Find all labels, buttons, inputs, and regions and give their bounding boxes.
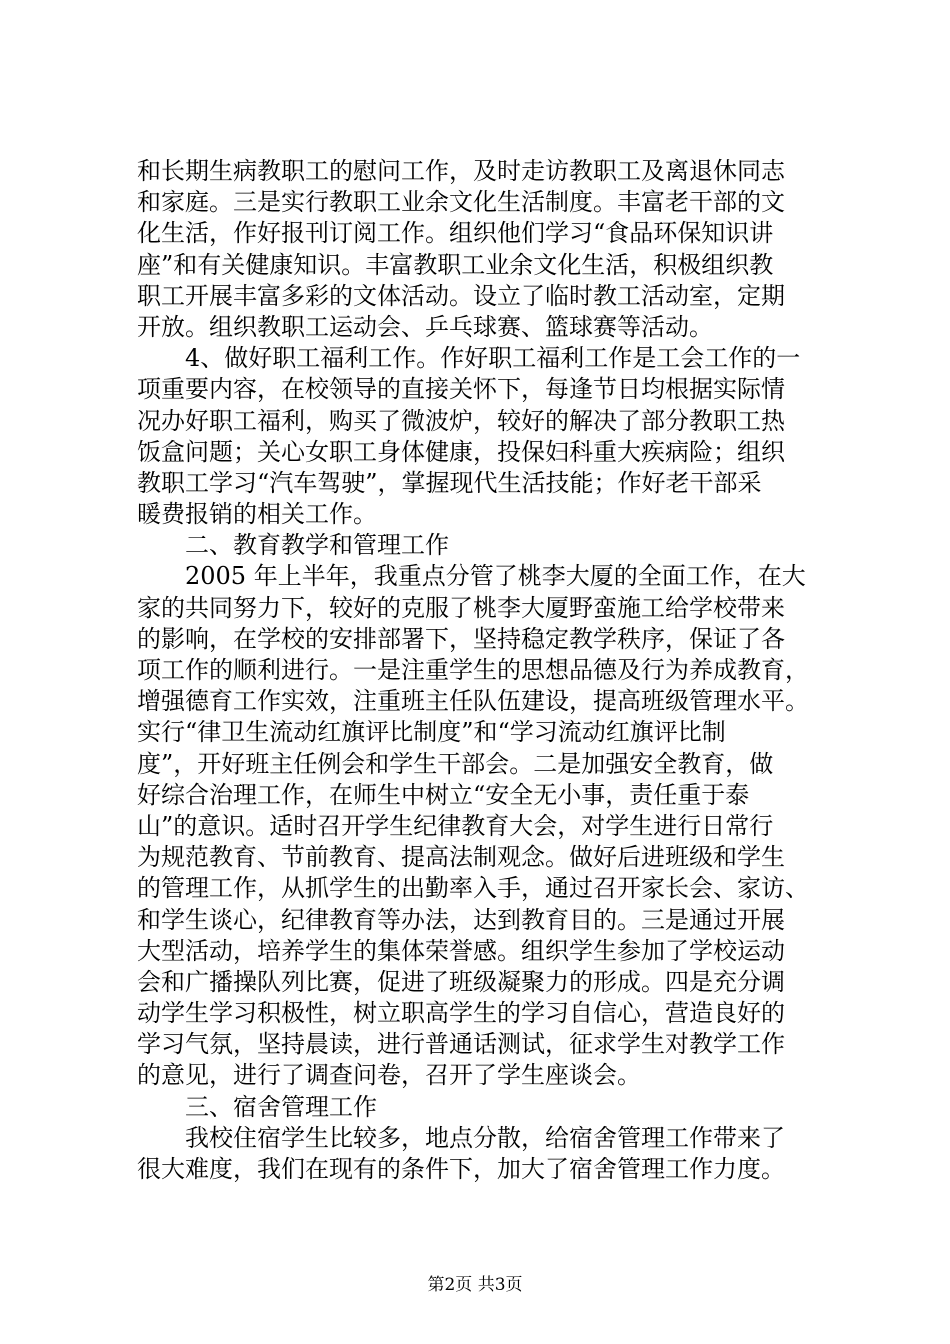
body-line: 会和广播操队列比赛，促进了班级凝聚力的形成。四是充分调 <box>137 967 785 996</box>
paragraph-start-line: 2005 年上半年，我重点分管了桃李大厦的全面工作，在大 <box>185 562 806 591</box>
body-line: 增强德育工作实效，注重班主任队伍建设，提高班级管理水平。 <box>137 687 809 716</box>
page-number-footer: 第2页 共3页 <box>427 1275 523 1295</box>
body-line: 和长期生病教职工的慰问工作，及时走访教职工及离退休同志 <box>137 157 785 185</box>
body-line: 的管理工作，从抓学生的出勤率入手，通过召开家长会、家访、 <box>137 874 809 903</box>
body-line: 教职工学习“汽车驾驶”，掌握现代生活技能；作好老干部采 <box>137 468 762 497</box>
body-line: 暖费报销的相关工作。 <box>137 500 377 529</box>
body-line: 座”和有关健康知识。丰富教职工业余文化生活，积极组织教 <box>137 250 774 279</box>
body-line: 很大难度，我们在现有的条件下，加大了宿舍管理工作力度。 <box>137 1155 785 1183</box>
body-line: 项重要内容，在校领导的直接关怀下，每逢节日均根据实际情 <box>137 375 785 404</box>
document-body <box>137 156 837 1185</box>
body-line: 学习气氛，坚持晨读，进行普通话测试，征求学生对教学工作 <box>137 1030 785 1059</box>
body-line: 大型活动，培养学生的集体荣誉感。组织学生参加了学校运动 <box>137 936 785 965</box>
body-line: 况办好职工福利，购买了微波炉，较好的解决了部分教职工热 <box>137 406 785 435</box>
body-line: 和学生谈心，纪律教育等办法，达到教育目的。三是通过开展 <box>137 905 785 934</box>
body-line: 好综合治理工作，在师生中树立“安全无小事，责任重于泰 <box>137 780 750 809</box>
paragraph-start-line: 我校住宿学生比较多，地点分散，给宿舍管理工作带来了 <box>185 1123 785 1152</box>
body-line: 的意见，进行了调查问卷，召开了学生座谈会。 <box>137 1061 641 1090</box>
body-line: 化生活，作好报刊订阅工作。组织他们学习“食品环保知识讲 <box>137 219 774 248</box>
body-line: 开放。组织教职工运动会、乒乓球赛、篮球赛等活动。 <box>137 312 713 341</box>
body-line: 山”的意识。适时召开学生纪律教育大会，对学生进行日常行 <box>137 811 774 840</box>
body-line: 职工开展丰富多彩的文体活动。设立了临时教工活动室，定期 <box>137 281 785 310</box>
body-line: 家的共同努力下，较好的克服了桃李大厦野蛮施工给学校带来 <box>137 593 785 622</box>
body-line: 动学生学习积极性，树立职高学生的学习自信心，营造良好的 <box>137 999 785 1028</box>
section-heading: 二、教育教学和管理工作 <box>185 531 449 560</box>
body-line: 项工作的顺利进行。一是注重学生的思想品德及行为养成教育， <box>137 656 809 684</box>
body-line: 为规范教育、节前教育、提高法制观念。做好后进班级和学生 <box>137 843 785 872</box>
body-line: 和家庭。三是实行教职工业余文化生活制度。丰富老干部的文 <box>137 188 785 217</box>
body-line: 度”，开好班主任例会和学生干部会。二是加强安全教育，做 <box>137 749 774 778</box>
body-line: 的影响，在学校的安排部署下，坚持稳定教学秩序，保证了各 <box>137 624 785 653</box>
body-line: 实行“律卫生流动红旗评比制度”和“学习流动红旗评比制 <box>137 718 726 747</box>
paragraph-start-line: 4、做好职工福利工作。作好职工福利工作是工会工作的一 <box>185 344 801 373</box>
body-line: 饭盒问题；关心女职工身体健康，投保妇科重大疾病险；组织 <box>137 437 785 466</box>
section-heading: 三、宿舍管理工作 <box>185 1092 377 1121</box>
